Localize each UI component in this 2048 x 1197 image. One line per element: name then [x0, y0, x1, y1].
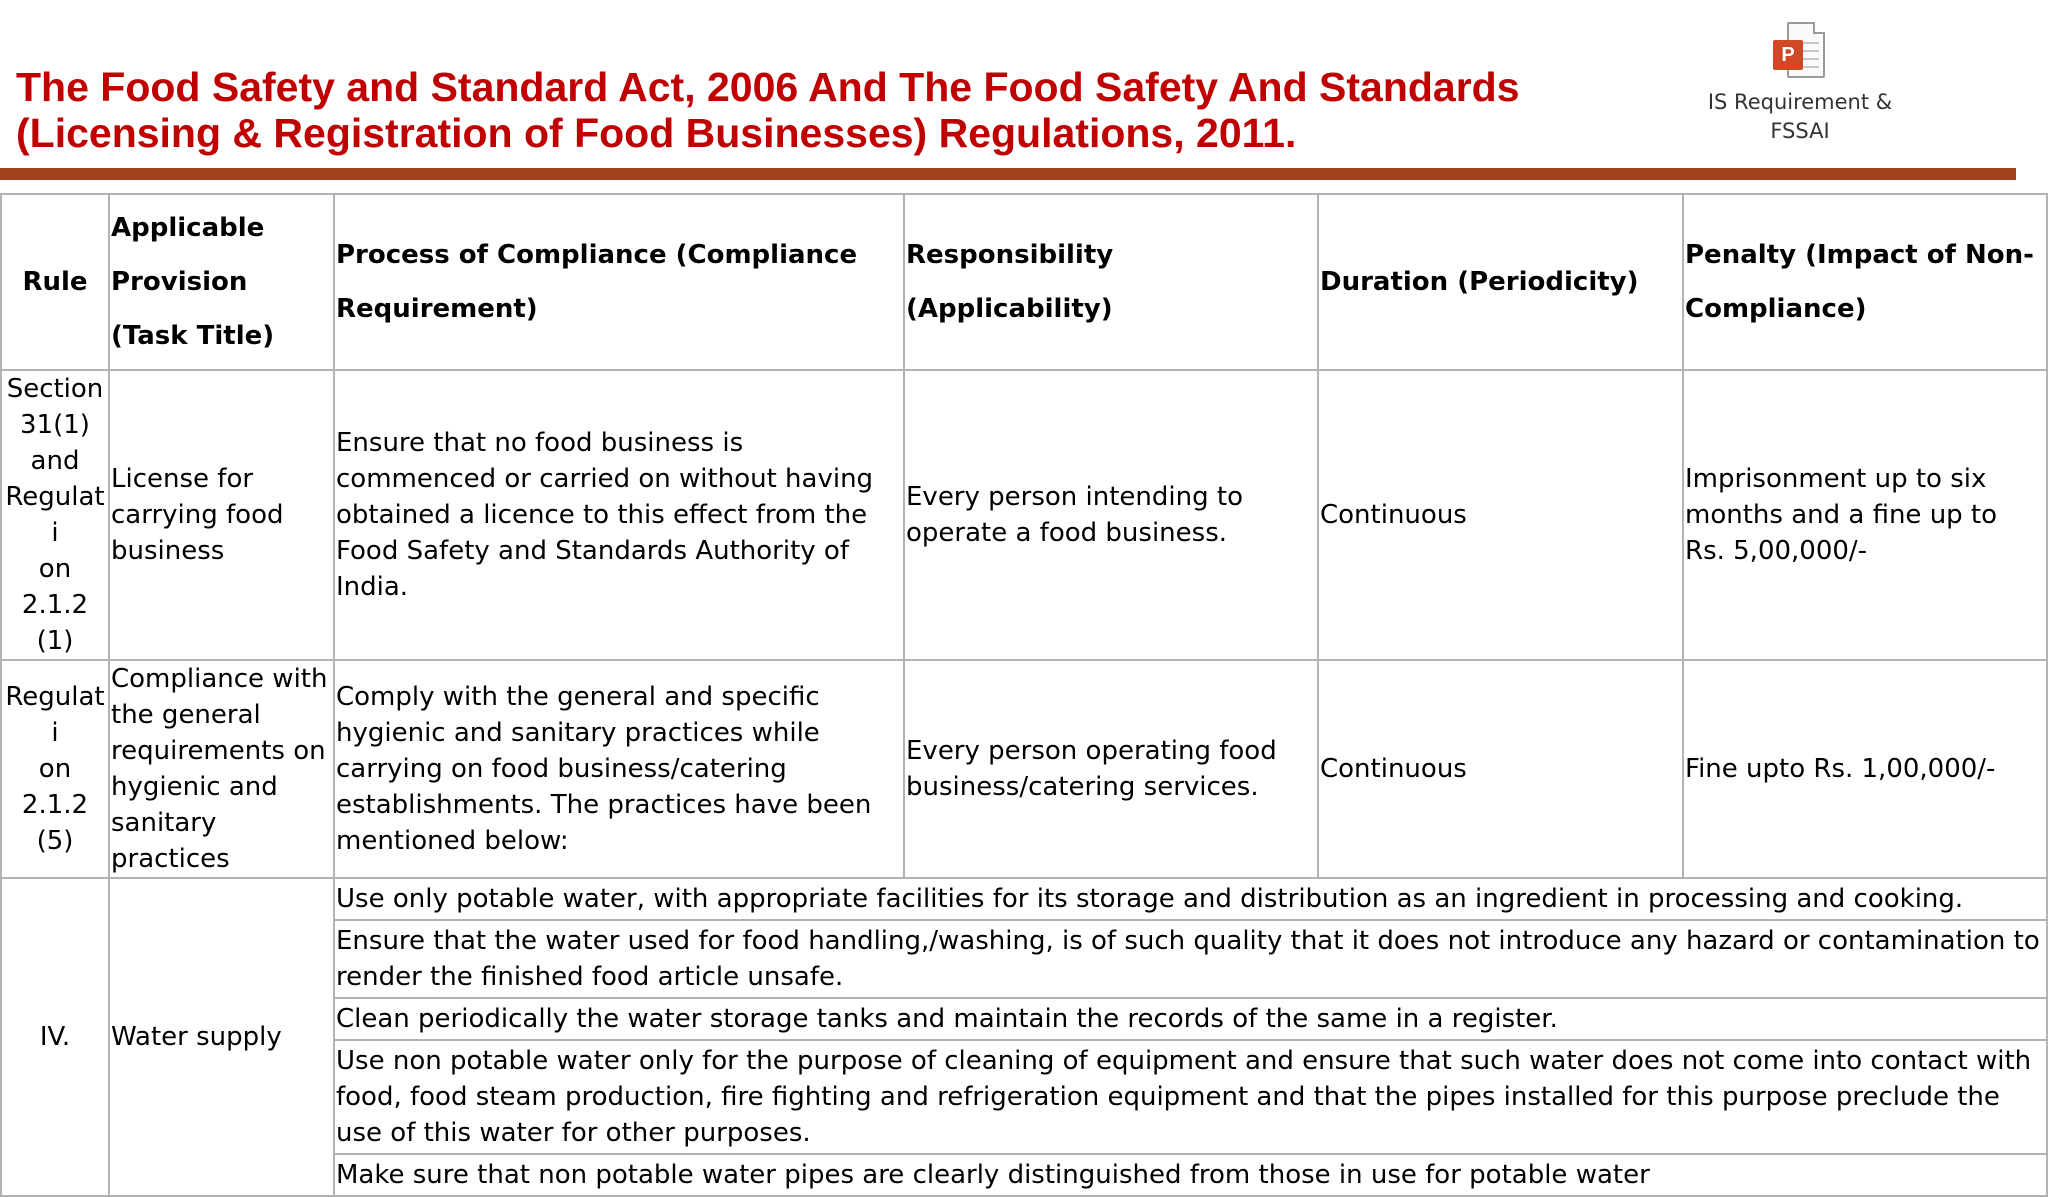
- rule-line: and: [30, 446, 80, 476]
- cell-process: Comply with the general and specific hygienic and sanitary practices while carrying on food business/catering establishments. The practices have been mentioned below:: [334, 660, 904, 878]
- cell-responsibility: Every person intending to operate a food business.: [904, 370, 1318, 660]
- cell-water-item: Use only potable water, with appropriate facilities for its storage and distribution as an ingredient in processing and cooking.: [334, 878, 2047, 920]
- cell-penalty: Fine upto Rs. 1,00,000/-: [1683, 660, 2047, 878]
- header-provision-line: (Task Title): [111, 321, 275, 351]
- header-provision-line: Provision: [111, 267, 248, 297]
- cell-responsibility: Every person operating food business/catering services.: [904, 660, 1318, 878]
- attachment-label-line-2: FSSAI: [1770, 119, 1830, 143]
- compliance-table: [0, 193, 2048, 1197]
- rule-line: Regulati: [5, 482, 105, 548]
- header-provision: [109, 194, 334, 370]
- header-provision-line: Applicable: [111, 213, 265, 243]
- embedded-attachment[interactable]: [1690, 20, 1910, 146]
- header-duration: Duration (Periodicity): [1318, 194, 1683, 370]
- cell-rule-water: IV.: [1, 878, 109, 1196]
- cell-penalty: Imprisonment up to six months and a fine up to Rs. 5,00,000/-: [1683, 370, 2047, 660]
- header-penalty-line: Penalty (Impact of Non-: [1685, 240, 2034, 270]
- page-title-line-2: (Licensing & Registration of Food Businesses) Regulations, 2011.: [16, 110, 1297, 156]
- rule-line: Section: [6, 374, 104, 404]
- page-title: [16, 64, 1656, 156]
- rule-line: (1): [36, 626, 74, 656]
- rule-line: on 2.1.2: [21, 554, 89, 620]
- rule-line: (5): [36, 826, 74, 856]
- cell-rule: [1, 370, 109, 660]
- header-penalty-line: Compliance): [1685, 294, 1867, 324]
- rule-line: on 2.1.2: [21, 754, 89, 820]
- table-row: [1, 370, 2047, 660]
- powerpoint-badge: P: [1773, 40, 1803, 70]
- cell-process: Ensure that no food business is commenced or carried on without having obtained a licence to this effect from the Food Safety and Standards Authority of India.: [334, 370, 904, 660]
- cell-water-item: Make sure that non potable water pipes are clearly distinguished from those in use for potable water: [334, 1154, 2047, 1196]
- cell-rule: [1, 660, 109, 878]
- compliance-table-container: [0, 193, 2046, 1197]
- cell-water-item: Clean periodically the water storage tanks and maintain the records of the same in a register.: [334, 998, 2047, 1040]
- header-penalty: [1683, 194, 2047, 370]
- cell-water-item: Ensure that the water used for food handling,/washing, is of such quality that it does not introduce any hazard or contamination to render the finished food article unsafe.: [334, 920, 2047, 998]
- attachment-label[interactable]: [1690, 88, 1910, 146]
- table-header-row: [1, 194, 2047, 370]
- title-divider-bar: [0, 168, 2016, 180]
- powerpoint-file-icon[interactable]: [1773, 20, 1827, 82]
- cell-water-item: Use non potable water only for the purpose of cleaning of equipment and ensure that such water does not come into contact with food, food steam production, fire fighting and refrigeration equipment and that the pipes installed for this purpose preclude the use of this water for other purposes.: [334, 1040, 2047, 1154]
- header-process-line: Requirement): [336, 294, 538, 324]
- cell-duration: Continuous: [1318, 660, 1683, 878]
- header-rule: Rule: [1, 194, 109, 370]
- table-row: [1, 660, 2047, 878]
- table-row-water: [1, 878, 2047, 920]
- cell-provision-water: Water supply: [109, 878, 334, 1196]
- page-title-line-1: The Food Safety and Standard Act, 2006 And The Food Safety And Standards: [16, 64, 1520, 110]
- cell-provision: Compliance with the general requirements on hygienic and sanitary practices: [109, 660, 334, 878]
- header-process: [334, 194, 904, 370]
- rule-line: Regulati: [5, 682, 105, 748]
- attachment-label-line-1: IS Requirement &: [1707, 90, 1893, 114]
- header-responsibility: Responsibility (Applicability): [904, 194, 1318, 370]
- header-process-line: Process of Compliance (Compliance: [336, 240, 858, 270]
- rule-line: 31(1): [20, 410, 90, 440]
- cell-duration: Continuous: [1318, 370, 1683, 660]
- cell-provision: License for carrying food business: [109, 370, 334, 660]
